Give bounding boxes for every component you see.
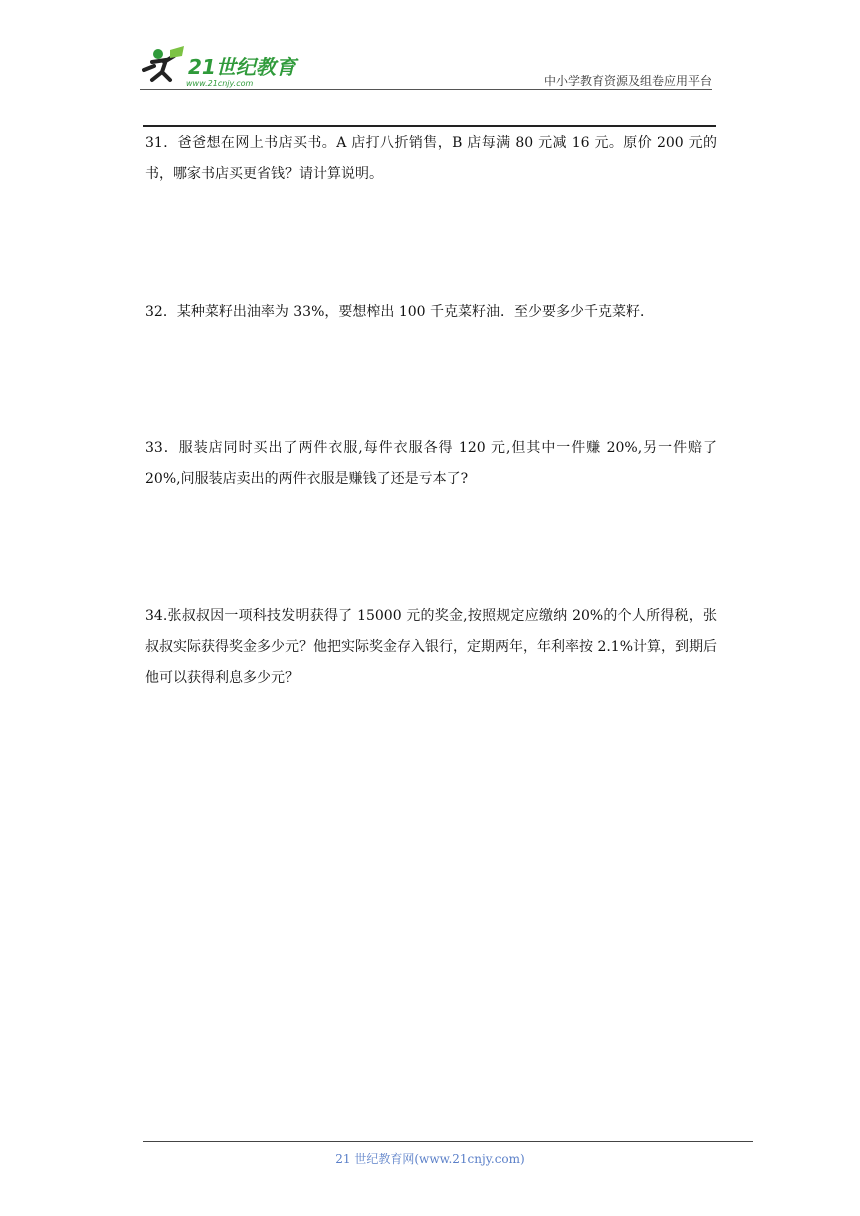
question-34: 34.张叔叔因一项科技发明获得了 15000 元的奖金,按照规定应缴纳 20%的个人所得税，张叔叔实际获得奖金多少元？他把实际奖金存入银行，定期两年，年利率按 2.1%计算，到期后他可以获得利息多少元？ — [145, 608, 718, 686]
page-header — [140, 40, 712, 92]
platform-name: 中小学教育资源及组卷应用平台 — [543, 74, 712, 88]
runner-body — [144, 56, 174, 80]
question-33: 33．服装店同时买出了两件衣服,每件衣服各得 120 元,但其中一件赚 20%,另一件赔了 20%,问服装店卖出的两件衣服是赚钱了还是亏本了? — [145, 440, 717, 487]
logo-url: www.21cnjy.com — [186, 79, 254, 88]
runner-flag — [170, 46, 184, 58]
question-32: 32．某种菜籽出油率为 33%，要想榨出 100 千克菜籽油．至少要多少千克菜籽． — [145, 304, 655, 320]
top-rule — [143, 125, 716, 127]
logo — [140, 40, 310, 90]
footer-text: 21 世纪教育网(www.21cnjy.com) — [335, 1152, 525, 1166]
question-31: 31．爸爸想在网上书店买书。A 店打八折销售，B 店每满 80 元减 16 元。原价 200 元的书，哪家书店买更省钱？请计算说明。 — [145, 135, 717, 182]
header-divider — [140, 89, 712, 90]
logo-text: 21世纪教育 — [188, 55, 296, 79]
footer-divider — [143, 1141, 753, 1142]
runner-head — [153, 49, 163, 59]
